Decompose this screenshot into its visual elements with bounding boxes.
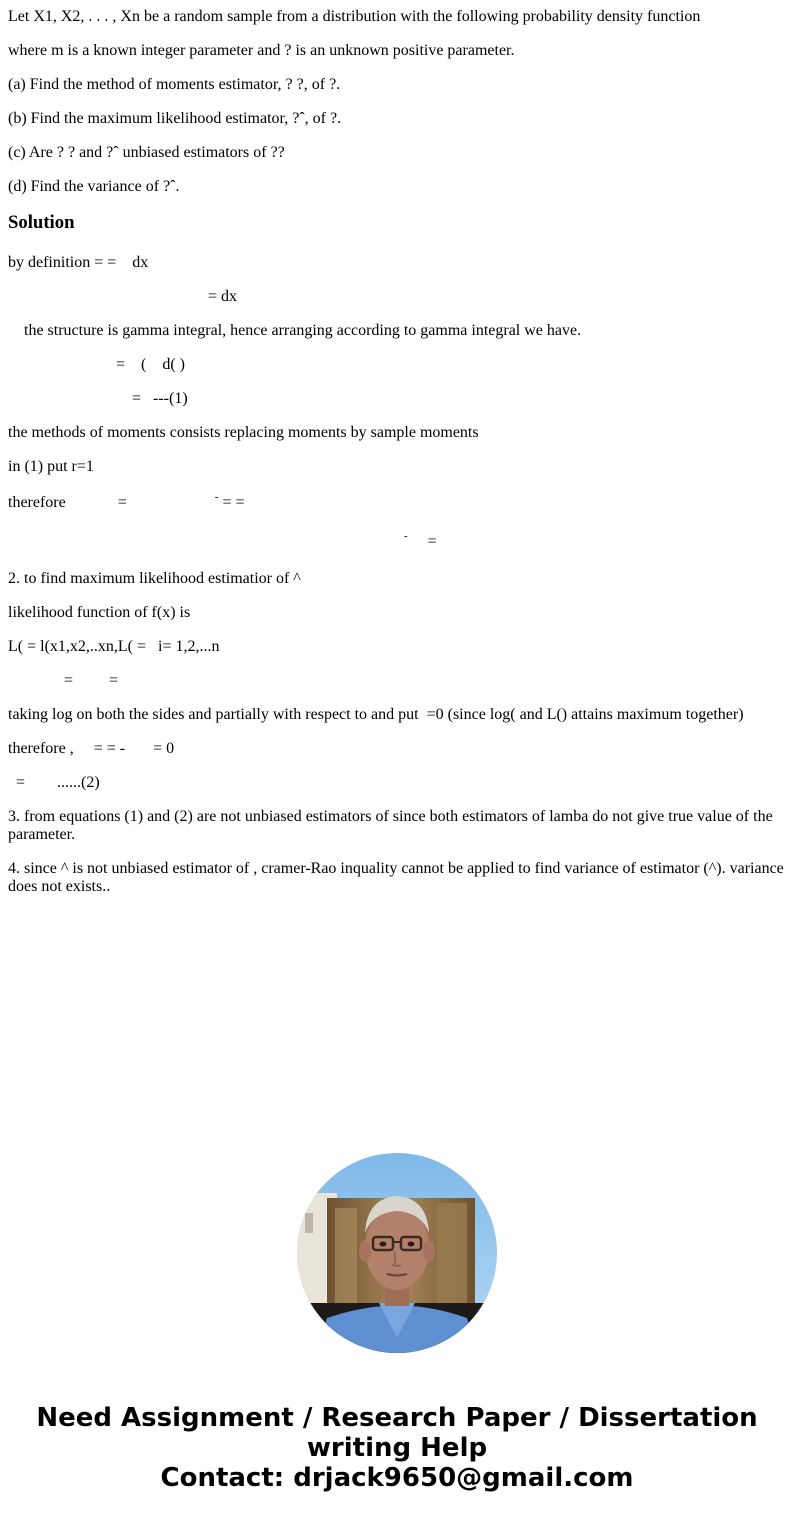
solution-line: the structure is gamma integral, hence arranging according to gamma integral we have. <box>8 322 582 339</box>
question-line-1: Let X1, X2, . . . , Xn be a random sample from a distribution with the following probability density function <box>8 8 701 25</box>
solution-line: likelihood function of f(x) is <box>8 604 191 621</box>
solution-line: the methods of moments consists replacing moments by sample moments <box>8 424 479 441</box>
solution-line: = ......(2) <box>8 774 100 791</box>
solution-line: = ( d( ) <box>8 356 186 373</box>
solution-text: = <box>407 533 437 550</box>
question-line-2: where m is a known integer parameter and ? is an unknown positive parameter. <box>8 42 515 59</box>
solution-line: = ---(1) <box>8 390 188 407</box>
question-part-d: (d) Find the variance of ?ˆ. <box>8 178 180 195</box>
question-part-a: (a) Find the method of moments estimator, ? ?, of ?. <box>8 76 341 93</box>
solution-line: 4. since ^ is not unbiased estimator of , cramer-Rao inquality cannot be applied to find variance of estimator (^). variance does not exists.. <box>8 860 788 895</box>
superscript-mark: - <box>404 530 408 542</box>
contact-footer <box>0 1403 794 1493</box>
solution-line: = dx <box>8 288 238 305</box>
solution-line: 2. to find maximum likelihood estimatior of ^ <box>8 570 301 587</box>
solution-line: taking log on both the sides and partially with respect to and put =0 (since log( and L() attains maximum together) <box>8 706 744 723</box>
solution-line: L( = l(x1,x2,..xn,L( = i= 1,2,...n <box>8 638 220 655</box>
solution-text: = = <box>218 494 245 511</box>
solution-line: in (1) put r=1 <box>8 458 94 475</box>
solution-line: by definition = = dx <box>8 254 149 271</box>
avatar <box>297 1153 497 1353</box>
footer-line-2: writing Help <box>306 1433 488 1463</box>
solution-text <box>8 533 404 550</box>
superscript-mark: - <box>214 491 219 503</box>
question-part-c: (c) Are ? ? and ?ˆ unbiased estimators of ?? <box>8 144 285 161</box>
solution-line: 3. from equations (1) and (2) are not unbiased estimators of since both estimators of lamba do not give true value of the parameter. <box>8 808 777 843</box>
footer-line-1: Need Assignment / Research Paper / Dissertation <box>36 1403 758 1433</box>
solution-line <box>8 531 786 554</box>
solution-text: therefore = <box>8 494 215 511</box>
solution-heading: Solution <box>8 212 75 233</box>
solution-line <box>8 492 786 515</box>
footer-contact-email[interactable]: Contact: drjack9650@gmail.com <box>160 1463 634 1493</box>
tutor-portrait-icon <box>297 1153 497 1353</box>
solution-line: = = <box>8 672 119 689</box>
solution-line: therefore , = = - = 0 <box>8 740 175 757</box>
question-part-b: (b) Find the maximum likelihood estimator, ?ˆ, of ?. <box>8 110 342 127</box>
